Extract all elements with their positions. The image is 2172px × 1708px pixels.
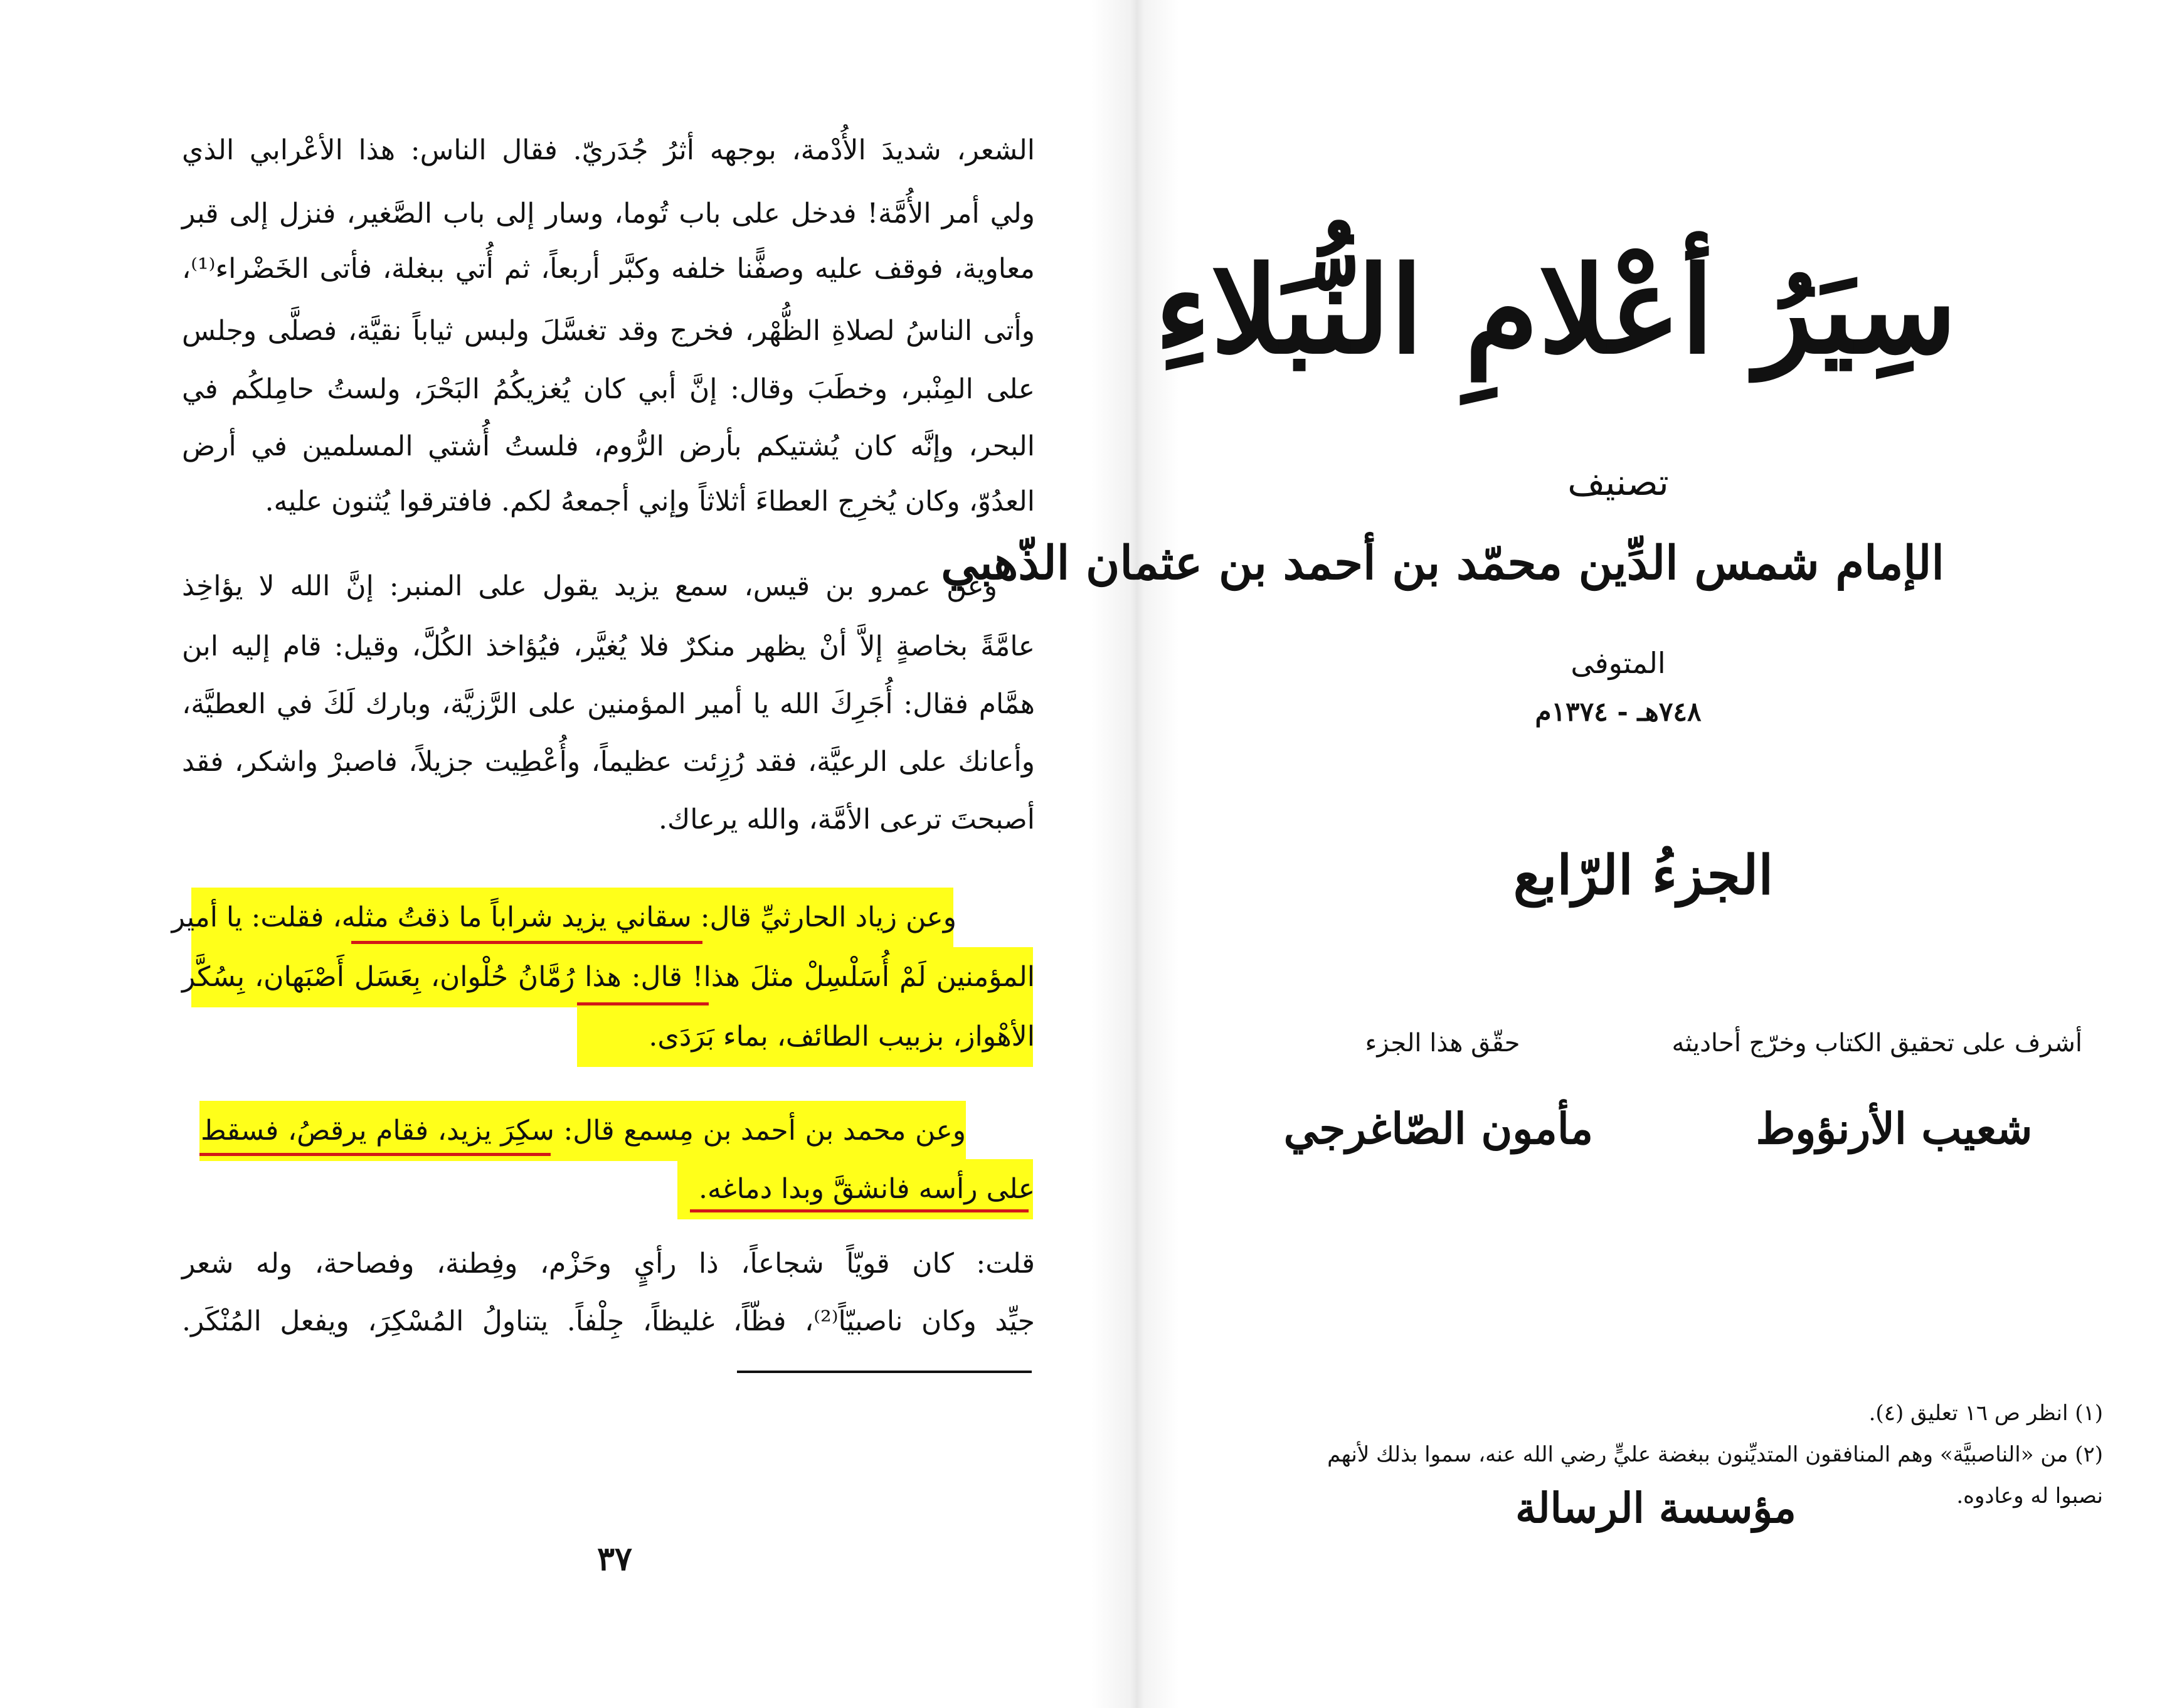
text-line: عامَّةً بخاصةٍ إلاَّ أنْ يظهر منكرٌ فلا يُغيَّر، فيُؤاخذ الكُلَّ، وقيل: قام إليه ابن	[182, 630, 1035, 662]
author-name: الإمام شمس الدِّين محمّد بن أحمد بن عثمان الذّهبي	[941, 536, 1944, 590]
text-line: الشعر، شديدَ الأُدْمة، بوجهه أثرُ جُدَريّ. فقال الناس: هذا الأعْرابي الذي	[182, 134, 1035, 166]
text-line: وعن عمرو بن قيس، سمع يزيد يقول على المنبر: إنَّ الله لا يؤاخِذ	[182, 570, 997, 602]
editor-name: مأمون الصّاغرجي	[1283, 1104, 1593, 1154]
text-line: معاوية، فوقف عليه وصفًّنا خلفه وكبَّر أربعاً، ثم أُتي ببغلة، فأتى الخَضْراء⁽¹⁾،	[182, 253, 1035, 285]
highlighted-line: المؤمنين لَمْ أُسَلْسِلْ مثلَ هذا! قال: هذا رُمَّانُ حُلْوان، بِعَسَل أَصْبَهان، بِسُكَّر	[182, 961, 1035, 993]
died-label: المتوفى	[1571, 646, 1666, 680]
text-line: وأتى الناسُ لصلاةِ الظُّهْر، فخرج وقد تغسَّلَ ولبس ثياباً نقيَّة، فصلَّى وجلس	[182, 315, 1035, 347]
editor-label: حقّق هذا الجزء	[1365, 1029, 1520, 1058]
died-date: ٧٤٨هـ - ١٣٧٤م	[1535, 696, 1702, 727]
text-line: ولي أمر الأُمَّة! فدخل على باب تُوما، وسار إلى باب الصَّغير، فنزل إلى قبر	[182, 198, 1035, 230]
highlighted-line: وعن زياد الحارثيِّ قال: سقاني يزيد شراباً ما ذقتُ مثله، فقلت: يا أمير	[171, 901, 956, 933]
publisher-name: مؤسسة الرسالة	[1515, 1483, 1796, 1532]
volume-title: الجزءُ الرّابع	[1513, 844, 1774, 907]
red-underline	[199, 1153, 551, 1156]
footnote-2-cont: نصبوا له وعادوه.	[1956, 1483, 2103, 1509]
text-line: على المِنْبر، وخطَبَ وقال: إنَّ أبي كان يُغزيكُمُ البَحْرَ، ولستُ حامِلكُم في	[182, 373, 1035, 405]
highlighted-line: وعن محمد بن أحمد بن مِسمع قال: سكِرَ يزيد، فقام يرقصُ، فسقط	[201, 1115, 966, 1147]
footnote-rule	[737, 1371, 1032, 1373]
author-label: تصنيف	[1567, 461, 1669, 504]
footnote-1: (١) انظر ص ١٦ تعليق (٤).	[1868, 1401, 2103, 1426]
text-line: وأعانك على الرعيَّة، فقد رُزِئت عظيماً، وأُعْطِيت جزيلاً، فاصبرْ واشكر، فقد	[182, 746, 1035, 778]
highlighted-line: على رأسه فانشقَّ وبدا دماغه.	[699, 1173, 1035, 1205]
red-underline	[690, 1209, 1029, 1212]
text-line: همَّام فقال: أُجَرِكَ الله يا أمير المؤمنين على الرَّزيَّة، وبارك لَكَ في العطيَّة،	[182, 688, 1035, 720]
page-number: ٣٧	[597, 1540, 632, 1578]
text-line: قلت: كان قويّاً شجاعاً، ذا رأيٍ وحَزْم، وفِطنة، وفصاحة، وله شعر	[182, 1248, 1035, 1280]
text-line: العدُوّ، وكان يُخرِج العطاءَ أثلاثاً وإني أجمعهُ لكم. فافترقوا يُثنون عليه.	[265, 485, 1035, 517]
text-line: جيِّد وكان ناصبيّاً⁽²⁾، فظّاً، غليظاً، جِلْفاً. يتناولُ المُسْكِرَ، ويفعل المُنْكَر.	[182, 1305, 1035, 1337]
red-underline	[351, 941, 702, 944]
highlighted-line: الأهْواز، بزبيب الطائف، بماء بَرَدَى.	[649, 1021, 1035, 1053]
supervisor-label: أشرف على تحقيق الكتاب وخرّج أحاديثه	[1671, 1029, 2082, 1058]
book-title: سِيَرُ أعْلامِ النُّبَلاءِ	[1155, 240, 1957, 380]
supervisor-name: شعيب الأرنؤوط	[1756, 1104, 2033, 1154]
text-line: البحر، وإنَّه كان يُشتيكم بأرض الرُّوم، فلستُ أُشتي المسلمين في أرض	[182, 430, 1035, 462]
red-underline	[577, 1002, 709, 1005]
footnote-2: (٢) من «الناصبيَّة» وهم المنافقون المتديِّنون ببغضة عليٍّ رضي الله عنه، سموا بذلك لأنهم	[1327, 1442, 2103, 1467]
text-line: أصبحتَ ترعى الأمَّة، والله يرعاك.	[658, 804, 1035, 835]
